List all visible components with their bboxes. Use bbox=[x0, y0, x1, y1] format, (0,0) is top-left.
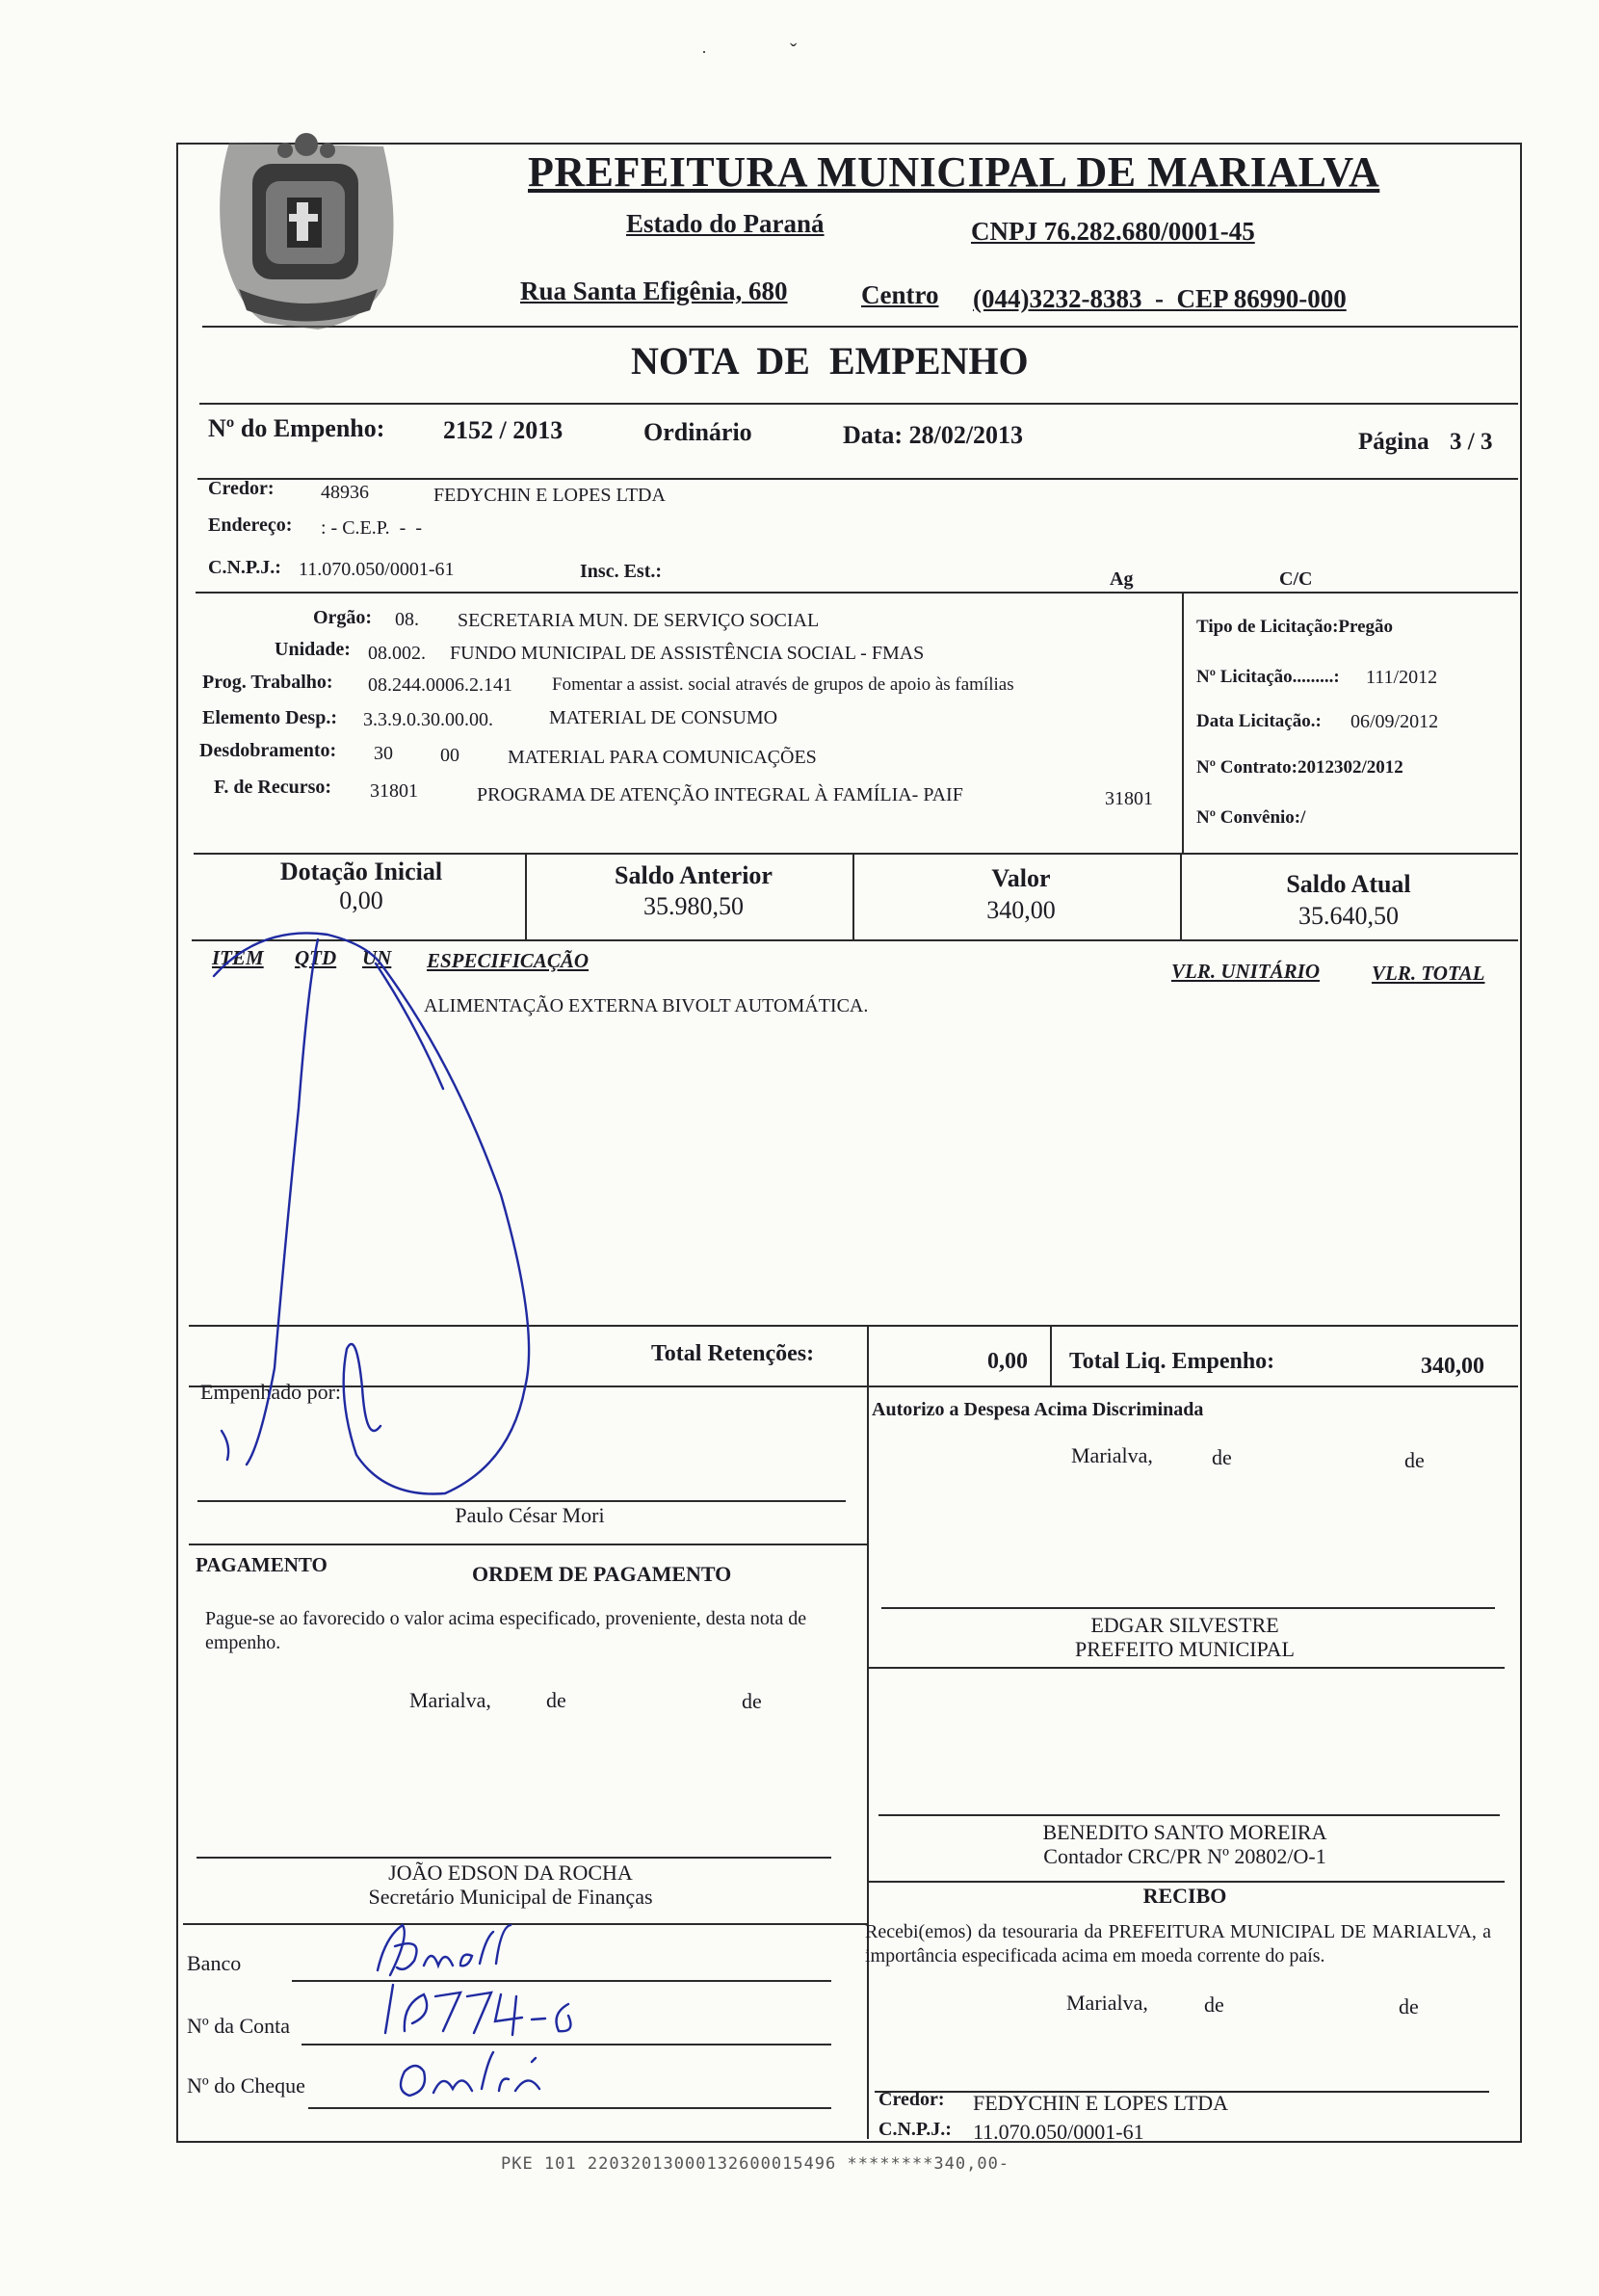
col-un: UN bbox=[362, 946, 392, 969]
valor-value: 340,00 bbox=[986, 896, 1056, 924]
saldo-atual-label: Saldo Atual bbox=[1286, 870, 1411, 898]
recurso-name: PROGRAMA DE ATENÇÃO INTEGRAL À FAMÍLIA- PAIF bbox=[477, 784, 963, 805]
header-centro: Centro bbox=[861, 280, 939, 309]
endereco-label: Endereço: bbox=[208, 515, 293, 536]
dotacao-value: 0,00 bbox=[339, 886, 383, 914]
credor-cnpj: 11.070.050/0001-61 bbox=[299, 559, 455, 580]
empenho-date: Data: 28/02/2013 bbox=[843, 421, 1024, 449]
autorizo-de-2: de bbox=[1404, 1448, 1425, 1472]
empenhado-por-label: Empenhado por: bbox=[200, 1380, 342, 1404]
contador-title: Contador CRC/PR Nº 20802/O-1 bbox=[1043, 1844, 1326, 1868]
saldo-anterior-value: 35.980,50 bbox=[643, 892, 744, 920]
prog-trabalho-code: 08.244.0006.2.141 bbox=[368, 674, 512, 696]
orgao-name: SECRETARIA MUN. DE SERVIÇO SOCIAL bbox=[458, 610, 820, 631]
empenho-number-label: Nº do Empenho: bbox=[208, 414, 385, 442]
elemento-name: MATERIAL DE CONSUMO bbox=[549, 707, 778, 728]
prog-trabalho-label: Prog. Trabalho: bbox=[202, 672, 333, 693]
recibo-de-1: de bbox=[1204, 1993, 1224, 2017]
pagamento-de-1: de bbox=[546, 1688, 566, 1712]
autorizo-marialva: Marialva, bbox=[1071, 1443, 1153, 1467]
contrato-number: Nº Contrato:2012302/2012 bbox=[1196, 757, 1403, 778]
secretario-title: Secretário Municipal de Finanças bbox=[368, 1885, 653, 1909]
cheque-label: Nº do Cheque bbox=[187, 2073, 305, 2098]
col-especificacao: ESPECIFICAÇÃO bbox=[427, 949, 590, 972]
recibo-title: RECIBO bbox=[1142, 1884, 1227, 1908]
recibo-de-2: de bbox=[1399, 1994, 1419, 2019]
dotacao-label: Dotação Inicial bbox=[279, 858, 443, 885]
col-vlr-unitario: VLR. UNITÁRIO bbox=[1171, 960, 1321, 983]
scan-mark: ˇ bbox=[790, 39, 798, 63]
saldo-anterior-label: Saldo Anterior bbox=[615, 861, 773, 889]
page-label: Página bbox=[1358, 429, 1429, 455]
credor-address: : - C.E.P. - - bbox=[321, 517, 422, 539]
credor-code: 48936 bbox=[321, 482, 369, 503]
recibo-cnpj-label: C.N.P.J.: bbox=[878, 2119, 952, 2140]
pagamento-de-2: de bbox=[742, 1689, 762, 1713]
desdobramento-code-1: 30 bbox=[374, 743, 393, 764]
recibo-credor-label: Credor: bbox=[878, 2089, 945, 2110]
convenio-number: Nº Convênio:/ bbox=[1196, 807, 1306, 828]
orgao-code: 08. bbox=[395, 609, 419, 630]
banco-label: Banco bbox=[187, 1951, 242, 1975]
col-qtd: QTD bbox=[295, 946, 337, 969]
elemento-code: 3.3.9.0.30.00.00. bbox=[363, 709, 493, 730]
licitacao-number-label: Nº Licitação.........: bbox=[1196, 667, 1340, 687]
header-title: PREFEITURA MUNICIPAL DE MARIALVA bbox=[528, 148, 1380, 196]
banco-handwriting bbox=[378, 1925, 511, 1975]
header-estado: Estado do Paraná bbox=[626, 209, 825, 238]
recibo-cnpj: 11.070.050/0001-61 bbox=[973, 2120, 1144, 2144]
conta-handwriting bbox=[385, 1985, 570, 2035]
cheque-handwriting bbox=[401, 2052, 539, 2096]
scan-mark: · bbox=[701, 42, 707, 62]
page-number: 3 / 3 bbox=[1450, 429, 1493, 455]
recurso-label: F. de Recurso: bbox=[214, 777, 332, 798]
prog-trabalho-name: Fomentar a assist. social através de grupos de apoio às famílias bbox=[552, 674, 1014, 695]
desdobramento-code-2: 00 bbox=[440, 745, 459, 766]
empenhado-por-name: Paulo César Mori bbox=[455, 1503, 605, 1527]
conta-label: Nº da Conta bbox=[187, 2014, 291, 2038]
elemento-label: Elemento Desp.: bbox=[202, 707, 337, 728]
document-title: NOTA DE EMPENHO bbox=[631, 339, 1029, 383]
recibo-text: Recebi(emos) da tesouraria da PREFEITURA MUNICIPAL DE MARIALVA, a importância especificada acima em moeda corrente do país. bbox=[865, 1921, 1491, 1966]
total-liquido-value: 340,00 bbox=[1421, 1354, 1484, 1379]
recibo-marialva: Marialva, bbox=[1066, 1991, 1148, 2015]
agency-label: Ag bbox=[1110, 568, 1134, 590]
unidade-code: 08.002. bbox=[368, 643, 426, 664]
secretario-name: JOÃO EDSON DA ROCHA bbox=[388, 1861, 633, 1885]
saldo-atual-value: 35.640,50 bbox=[1298, 902, 1399, 930]
retencoes-value: 0,00 bbox=[987, 1349, 1028, 1374]
recurso-code-2: 31801 bbox=[1105, 788, 1153, 809]
empenho-type: Ordinário bbox=[643, 418, 752, 446]
credor-label: Credor: bbox=[208, 478, 275, 499]
empenho-number: 2152 / 2013 bbox=[443, 416, 564, 444]
header-endereco: Rua Santa Efigênia, 680 bbox=[520, 277, 788, 305]
account-label: C/C bbox=[1279, 568, 1313, 590]
credor-name: FEDYCHIN E LOPES LTDA bbox=[433, 485, 666, 506]
prefeito-name: EDGAR SILVESTRE bbox=[1090, 1613, 1279, 1637]
pagamento-title: PAGAMENTO bbox=[196, 1553, 328, 1576]
pagamento-text: Pague-se ao favorecido o valor acima especificado, proveniente, desta nota de empenho. bbox=[205, 1608, 807, 1653]
contador-name: BENEDITO SANTO MOREIRA bbox=[1042, 1820, 1327, 1844]
licitacao-date: 06/09/2012 bbox=[1350, 711, 1439, 732]
prefeito-title: PREFEITO MUNICIPAL bbox=[1075, 1637, 1295, 1661]
pagamento-marialva: Marialva, bbox=[409, 1688, 491, 1712]
autorizo-de-1: de bbox=[1212, 1445, 1232, 1469]
desdobramento-name: MATERIAL PARA COMUNICAÇÕES bbox=[508, 747, 817, 768]
total-liquido-label: Total Liq. Empenho: bbox=[1069, 1349, 1275, 1374]
valor-label: Valor bbox=[991, 864, 1051, 892]
signature-loop bbox=[214, 933, 529, 1493]
unidade-label: Unidade: bbox=[275, 639, 351, 660]
desdobramento-label: Desdobramento: bbox=[199, 740, 337, 761]
recurso-code: 31801 bbox=[370, 780, 418, 802]
insc-est-label: Insc. Est.: bbox=[580, 561, 663, 582]
ordem-pagamento-title: ORDEM DE PAGAMENTO bbox=[472, 1562, 732, 1586]
orgao-label: Orgão: bbox=[313, 607, 373, 628]
retencoes-label: Total Retenções: bbox=[651, 1341, 815, 1366]
licitacao-date-label: Data Licitação.: bbox=[1196, 711, 1322, 731]
cnpj-label: C.N.P.J.: bbox=[208, 557, 281, 578]
footer-code: PKE 101 22032013000132600015496 ********340,00- bbox=[501, 2154, 1010, 2174]
unidade-name: FUNDO MUNICIPAL DE ASSISTÊNCIA SOCIAL - FMAS bbox=[450, 643, 925, 664]
header-cnpj: CNPJ 76.282.680/0001-45 bbox=[971, 217, 1255, 246]
licitacao-number: 111/2012 bbox=[1366, 667, 1438, 688]
item-description: ALIMENTAÇÃO EXTERNA BIVOLT AUTOMÁTICA. bbox=[424, 995, 869, 1016]
header-fone-cep: (044)3232-8383 - CEP 86990-000 bbox=[973, 284, 1347, 313]
col-item: ITEM bbox=[212, 946, 264, 969]
recibo-credor: FEDYCHIN E LOPES LTDA bbox=[973, 2091, 1229, 2115]
licitacao-type: Tipo de Licitação:Pregão bbox=[1196, 617, 1394, 637]
col-vlr-total: VLR. TOTAL bbox=[1372, 962, 1485, 985]
autorizo-text: Autorizo a Despesa Acima Discriminada bbox=[872, 1399, 1204, 1420]
